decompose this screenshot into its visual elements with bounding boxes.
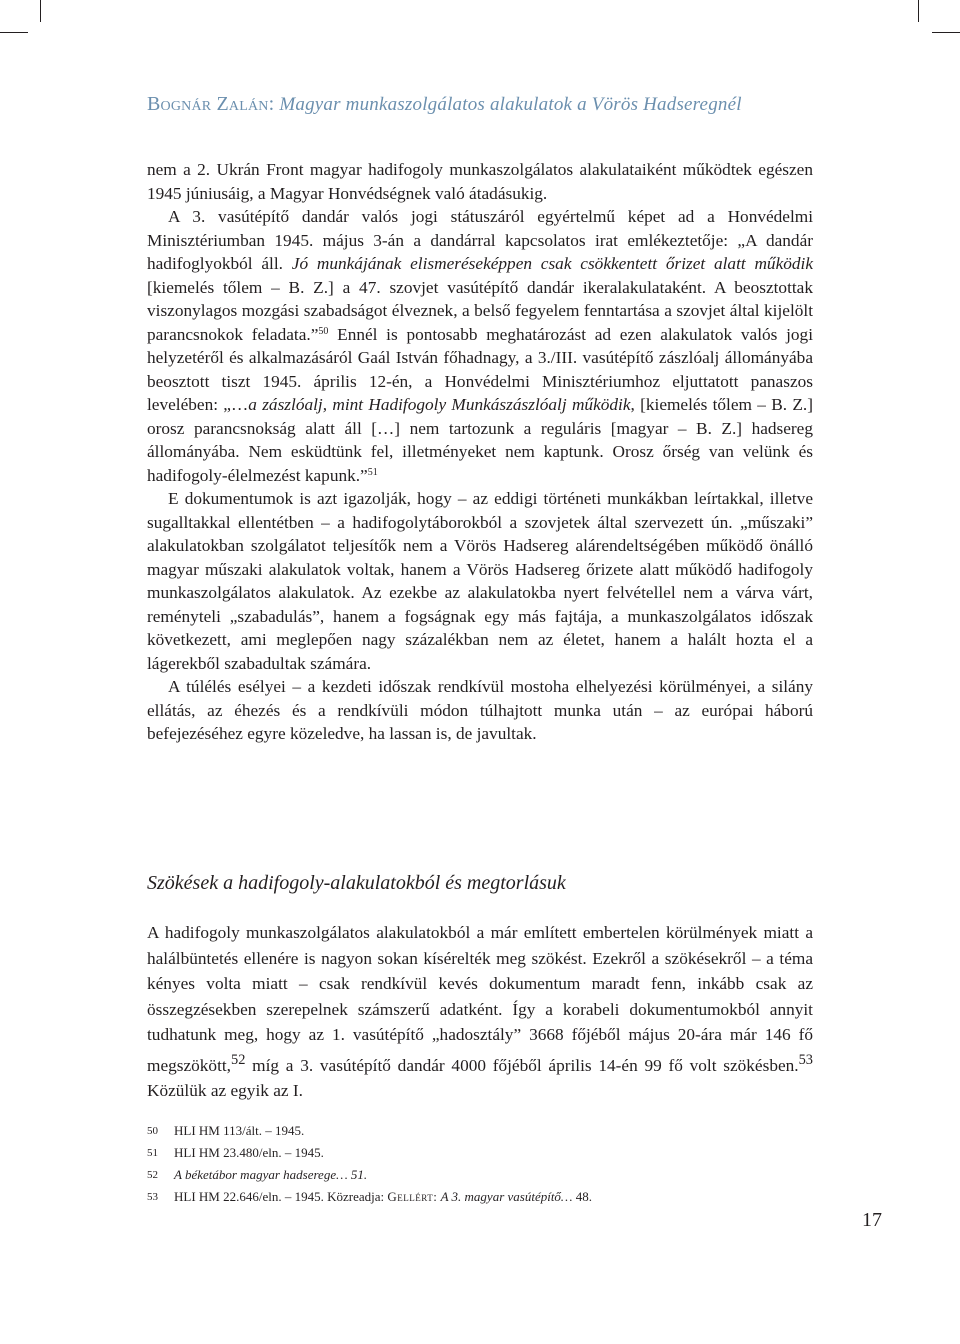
body-text [147, 158, 813, 746]
footnote-ref: 53 [798, 1051, 813, 1068]
footnote-ref: 52 [231, 1051, 246, 1068]
footnotes [147, 1120, 813, 1208]
footnote: 53 HLI HM 22.646/eln. – 1945. Közreadja: Gellért: A 3. magyar vasútépítő… 48. [147, 1189, 592, 1204]
section-heading: Szökések a hadifogoly-alakulatokból és megtorlásuk [147, 872, 566, 894]
footnote: 50 HLI HM 113/ált. – 1945. [147, 1123, 305, 1138]
paragraph: E dokumentumok is azt igazolják, hogy – az eddigi történeti munkákban leírtakkal, illetve sugalltakkal ellentétben – a hadifogolytáborokból a szovjetek által szervezett ún. „műszaki” alakulatokban szolgálatot teljesítők nem a Vörös Hadsereg alárendeltségében működő önálló magyar műszaki alakulatok voltak, hanem a Vörös Hadsereg őrizete alatt működő hadifogoly munkaszolgálatos alakulatok. Az ezekbe az alakulatokba nyert felvétellel nem a várva várt, reményteli „szabadulás”, hanem a fogságnak egy más fajtája, a munkaszolgálatos időszak következett, ami meglepően nagy százalékban nem az életet, hanem a halált hozta el a lágerekből szabadultak számára. [147, 489, 813, 673]
footnote: 52 A béketábor magyar hadserege… 51. [147, 1167, 368, 1182]
crop-mark [932, 32, 960, 33]
paragraph: A 3. vasútépítő dandár valós jogi státuszáról egyértelmű képet ad a Honvédelmi Minisztériumban 1945. május 3-án a dandárral kapcsolatos irat emlékeztetője: „A dandár hadifoglyokból áll. Jó munkájának elismeréseképpen csak csökkentett őrizet alatt működik [kiemelés tőlem – B. Z.] a 47. szovjet vasútépítő dandár ikeralakulataként. A beosztottak viszonylagos mozgási szabadságot élveznek, a belső fegyelem fenntartása a szovjet által kijelölt parancsnokok feladata.”$^{50}$ Ennél is pontosabb meghatározást ad ezen alakulatok valós jogi helyzetéről és alkalmazásáról Gaál István főhadnagy, a 3./III. vasútépítő zászlóalj állományába beosztott tiszt 1945. április 12-én, a Honvédelmi Minisztériumhoz eljuttatott panaszos levelében: „…a zászlóalj, mint Hadifogoly Munkászászlóalj működik, [kiemelés tőlem – B. Z.] orosz parancsnokság alatt áll […] nem tartozunk a reguláris [magyar – B. Z.] hadsereg állományába. Nem esküdtünk fel, illetményeket nem kaptunk. Orosz őrség van velünk és hadifogoly-élelmezést kapunk.”$^{51}$ [147, 207, 814, 485]
crop-mark [40, 0, 41, 22]
crop-mark [0, 32, 28, 33]
section-body [147, 920, 813, 1104]
running-head [147, 93, 742, 116]
crop-mark [918, 0, 919, 22]
footnote-ref: 50 [318, 325, 329, 337]
paragraph: nem a 2. Ukrán Front magyar hadifogoly munkaszolgálatos alakulataiként működtek egészen 1945 júniusáig, a Magyar Honvédségnek való átadásukig. [147, 160, 813, 203]
emphasis: a zászlóalj, mint Hadifogoly Munkászászlóalj működik [248, 395, 631, 414]
running-head-author: Bognár Zalán: [147, 93, 275, 115]
paragraph: A túlélés esélyei – a kezdeti időszak rendkívül mostoha elhelyezési körülményei, a silány ellátás, az éhezés és a rendkívüli módon túlhajtott munka után – az európai háború befejezéséhez egyre közeledve, ha lassan is, de javultak. [147, 677, 813, 743]
footnote: 51 HLI HM 23.480/eln. – 1945. [147, 1145, 324, 1160]
footnote-ref: 51 [367, 466, 378, 478]
page-number: 17 [862, 1209, 882, 1231]
emphasis: Jó munkájának elismeréseképpen csak csökkentett őrizet alatt működik [291, 254, 814, 273]
running-head-title: Magyar munkaszolgálatos alakulatok a Vörös Hadseregnél [279, 94, 742, 115]
paragraph: A hadifogoly munkaszolgálatos alakulatokból a már említett embertelen körülmények miatt a halálbüntetés ellenére is nagyon sokan kísérelték meg szökést. Ezekről a szökésekről – a téma kényes volta miatt – csak rendkívül kevés dokumentum maradt fenn, inkább csak az összegzésekben szerepelnek számszerű adatként. Így a korabeli dokumentumokból annyit tudhatunk meg, hogy az 1. vasútépítő „hadosztály” 3668 főjéből május 20-ára már 146 fő megszökött,$^{52}$ míg a 3. vasútépítő dandár 4000 főjéből április 14-én 99 fő volt szökésben.$^{53}$ Közülük az egyik az I. [147, 923, 813, 1101]
